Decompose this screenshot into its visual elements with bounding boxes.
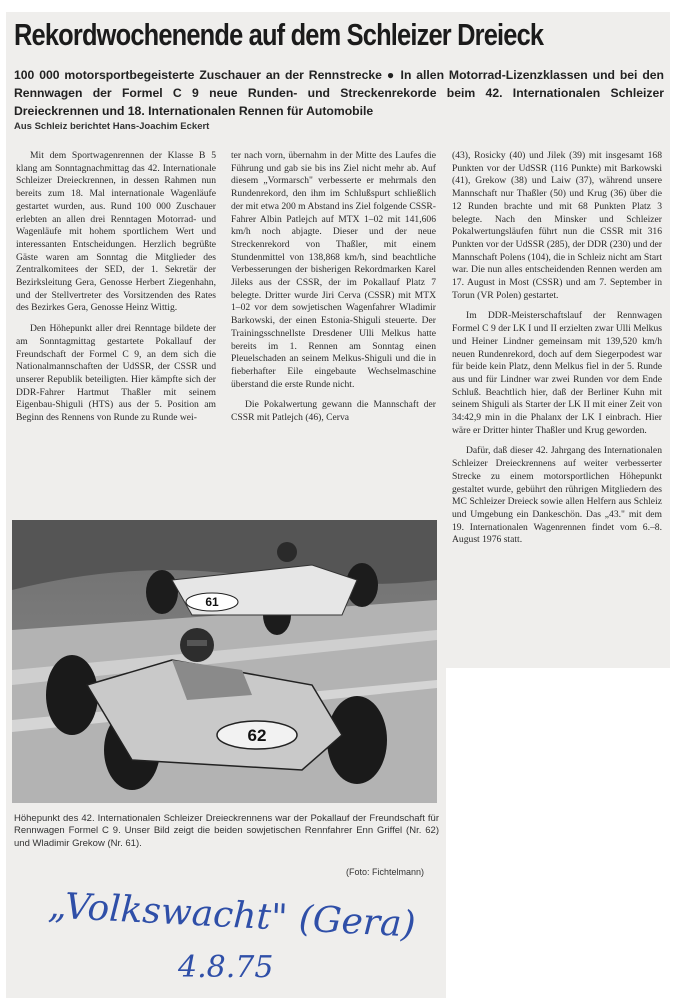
race-cars-illustration: [12, 520, 437, 803]
text-column-3: [452, 150, 662, 555]
article-headline: Rekordwochenende auf dem Schleizer Dreieck: [14, 17, 544, 52]
handwritten-date: 4.8.75: [178, 950, 274, 985]
race-photo: [12, 520, 437, 803]
photo-caption: Höhepunkt des 42. Internationalen Schleizer Dreieckrennens war der Pokallauf der Freundschaft für Rennwagen Formel C 9. Unser Bild zeigt die beiden sowjetischen Rennfahrer Enn Griffel (Nr. 62) und Wladimir Grekow (Nr. 61).: [14, 813, 439, 849]
paragraph: Den Höhepunkt aller drei Renntage bildete der am Sonntagmittag gestartete Pokallauf der Freundschaft der Formel C 9, an dem sich die Nationalmannschaften der UdSSR, der CSSR und unserer Republik beteiligten. Hier kämpfte sich der DDR-Fahrer Hartmut Thaßler mit seinem Eigenbau-Shiguli (HTS) aus der 5. Position am Beginn des Rennens von Runde zu Runde wei-: [16, 323, 216, 424]
car-number-62: 62: [247, 726, 267, 745]
paragraph: ter nach vorn, übernahm in der Mitte des Laufes die Führung und gab sie bis ins Ziel nicht mehr ab. Auf diesem „Vormarsch" verbesserte er mehrmals den Rundenrekord, den ihm im Schlußspurt schließlich der mit etwa 200 m Abstand ins Ziel folgende CSSR-Fahrer Albin Patlejch auf MTX 1–02 mit 141,606 km/h noch abjagte. Dieser und der neue Streckenrekord von Thaßler, mit einem Stundenmittel von 138,868 km/h, sind beachtliche Verbesserungen der bisherigen Rekordmarken Karel Jileks aus der CSSR, der im Pokallauf Platz 7 belegte. Dritter wurde Jiri Cerva (CSSR) mit MTX 1–02 vor dem sowjetischen Wagenfahrer Wladimir Barkowski, der einen Estonia-Shiguli steuerte. Der Trainingsschnellste Dresdener Ulli Melkus hatte bereits im 1. Rennen am Sonntag einen Pleuelschaden an seinem Melkus-Shiguli und die in fieberhafter Eile eingebaute Wechselmaschine überstand die erste Runde nicht.: [231, 150, 436, 390]
paragraph: Im DDR-Meisterschaftslauf der Rennwagen Formel C 9 der LK I und II erzielten zwar Ulli Melkus und Heiner Lindner gemeinsam mit 139,520 km/h neuen Rundenrekord, doch auf dem Siegerpodest war für beide kein Platz, denn Melkus fiel in der 5. Runde aus und für Lindner war zwei Runden vor dem Ende Schluß. Beachtlich hier, daß der Berliner Kuhn mit seinem Shiguli als Starter der LK II mit einer Zeit von 34:42,9 min in die Phalanx der LK I einbrach. Hier wäre er Dritter hinter Thaßler und Krug geworden.: [452, 310, 662, 436]
photo-credit: (Foto: Fichtelmann): [346, 867, 425, 877]
text-column-2: [231, 150, 436, 433]
paragraph: Die Pokalwertung gewann die Mannschaft der CSSR mit Patlejch (46), Cerva: [231, 399, 436, 424]
article-byline: Aus Schleiz berichtet Hans-Joachim Eckert: [14, 121, 210, 132]
paragraph: Dafür, daß dieser 42. Jahrgang des Internationalen Schleizer Dreieckrennens auf weiter verbesserter Strecke zu einem motorsportlichen Höhepunkt gestaltet wurde, gebührt den rührigen Mitgliedern des MC Schleizer Dreieck sowie allen Helfern aus Schleiz und Umgebung ein Dankeschön. Das „43." mit dem 19. Internationalen Wagenrennen findet vom 6.–8. August 1976 statt.: [452, 445, 662, 546]
paragraph: (43), Rosicky (40) und Jilek (39) mit insgesamt 168 Punkten vor der UdSSR (116 Punkte) mit Barkowski (41), Grekow (38) und Laiw (37), während unsere Mannschaft nur Thaßler (50) und Krug (36) über die 12 Runden brachte und mit 68 Punkten Platz 3 belegte. Nach den Minsker und Schleizer Pokalwertungsläufen führt nun die CSSR mit 316 Punkten vor der UdSSR (285), der DDR (230) und der Mannschaft Polens (104), die in Schleiz nicht am Start war. Die nun alles entscheidenden Rennen werden am 17. August in Most (CSSR) und am 7. September in Torun (VR Polen) gestartet.: [452, 150, 662, 301]
text-column-1: [16, 150, 216, 433]
clipping-cutout: [446, 668, 675, 1003]
paragraph: Mit dem Sportwagenrennen der Klasse B 5 klang am Sonntagnachmittag das 42. Internationale Schleizer Dreieckrennen, in dessen Rahmen nun bereits zum 18. Mal internationale Wagenläufe gestartet wurden, aus. Rund 100 000 Zuschauer erlebten an allen drei Renntagen Motorrad- und Wagenläufe mit hohem sportlichem Wert und interessanten Entscheidungen. Herzlich begrüßte Gäste waren am Sonntag die Mitglieder des Zentralkomitees der SED, der 1. Sekretär der Bezirksleitung Gera, Genosse Herbert Ziegenhahn, und der Stellvertreter des Vorsitzenden des Rates des Bezirkes Gera, Genosse Heinz Wittig.: [16, 150, 216, 314]
car-number-61: 61: [205, 595, 219, 609]
handwritten-source: „Volkswacht" (Gera): [47, 885, 417, 946]
article-subheadline: 100 000 motorsportbegeisterte Zuschauer an der Rennstrecke ● In allen Motorrad-Lizenzklassen und bei den Rennwagen der Formel C 9 neue Runden- und Streckenrekorde beim 42. Internationalen Schleizer Dreieckrennen und 18. Internationalen Rennen für Automobile: [14, 68, 664, 118]
